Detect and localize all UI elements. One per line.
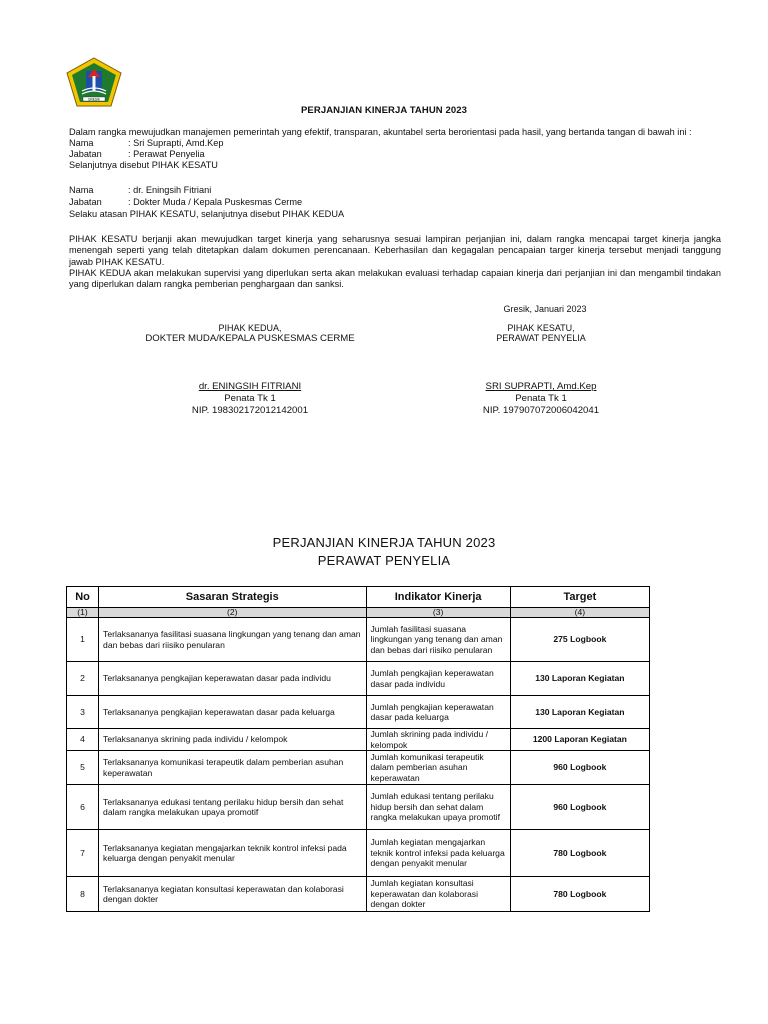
cell-no: 1 [67,618,99,662]
column-number: (4) [510,608,649,618]
first-party-jabatan-row [69,149,205,160]
table-row [67,785,650,830]
cell-target: 960 Logbook [510,785,649,830]
place-date: Gresik, Januari 2023 [503,304,587,314]
cell-indikator: Jumlah kegiatan konsultasi keperawatan dan kolaborasi dengan dokter [366,877,510,912]
cell-sasaran: Terlaksananya fasilitasi suasana lingkungan yang tenang dan aman dan bebas dari riisiko penularan [99,618,366,662]
column-number: (2) [99,608,366,618]
table-row [67,830,650,877]
column-number: (3) [366,608,510,618]
cell-indikator: Jumlah kegiatan mengajarkan teknik kontrol infeksi pada keluarga dengan penyakit menular [366,830,510,877]
second-party-note: Selaku atasan PIHAK KESATU, selanjutnya disebut PIHAK KEDUA [69,209,345,219]
table-row [67,662,650,696]
column-number-row [67,608,650,618]
cell-no: 8 [67,877,99,912]
gresik-emblem-logo [66,57,122,107]
cell-no: 5 [67,751,99,785]
second-party-nama-row [69,185,211,196]
cell-target: 130 Laporan Kegiatan [510,662,649,696]
column-header-indikator: Indikator Kinerja [366,587,510,608]
cell-target: 780 Logbook [510,877,649,912]
cell-target: 960 Logbook [510,751,649,785]
appendix-title: PERJANJIAN KINERJA TAHUN 2023 [272,535,496,550]
nama-value: : dr. Eningsih Fitriani [128,185,212,195]
left-sign-position: DOKTER MUDA/KEPALA PUSKESMAS CERME [145,333,355,344]
nama-label: Nama [69,138,94,148]
cell-sasaran: Terlaksananya pengkajian keperawatan dasar pada keluarga [99,696,366,729]
cell-target: 1200 Laporan Kegiatan [510,729,649,751]
column-header-target: Target [510,587,649,608]
cell-target: 780 Logbook [510,830,649,877]
second-party-jabatan-row [69,197,302,208]
jabatan-label: Jabatan [69,149,102,159]
page-title: PERJANJIAN KINERJA TAHUN 2023 [300,105,468,116]
first-party-nama-row [69,138,224,149]
first-party-note: Selanjutnya disebut PIHAK KESATU [69,160,218,170]
cell-indikator: Jumlah fasilitasi suasana lingkungan yang tenang dan aman dan bebas dari riisiko penularan [366,618,510,662]
cell-indikator: Jumlah edukasi tentang perilaku hidup bersih dan sehat dalam rangka melakukan upaya promotif [366,785,510,830]
paragraph-first: PIHAK KESATU berjanji akan mewujudkan target kinerja yang seharusnya sesuai lampiran perjanjian ini, dalam rangka mencapai target kinerja jangka menengah seperti yang telah ditetapkan dalam dokumen perencanaan. Keberhasilan dan kegagalan pencapaian targer kinerja tersebut menjadi tanggung jawab PIHAK KESATU. [69,234,721,267]
cell-target: 275 Logbook [510,618,649,662]
table-row [67,751,650,785]
cell-no: 6 [67,785,99,830]
left-sign-name: dr. ENINGSIH FITRIANI [198,381,302,392]
column-header-sasaran: Sasaran Strategis [99,587,366,608]
jabatan-label: Jabatan [69,197,102,207]
svg-text:GRESIK: GRESIK [87,97,101,102]
table-header-row [67,587,650,608]
jabatan-value: : Dokter Muda / Kepala Puskesmas Cerme [128,197,303,207]
table-row [67,696,650,729]
cell-target: 130 Laporan Kegiatan [510,696,649,729]
left-sign-nip: NIP. 198302172012142001 [191,405,309,416]
left-sign-role: PIHAK KEDUA, [218,323,282,333]
nama-value: : Sri Suprapti, Amd.Kep [128,138,224,148]
cell-no: 7 [67,830,99,877]
left-sign-rank: Penata Tk 1 [224,393,276,404]
cell-indikator: Jumlah pengkajian keperawatan dasar pada keluarga [366,696,510,729]
performance-table [66,586,650,912]
right-sign-role: PIHAK KESATU, [507,323,575,333]
cell-sasaran: Terlaksananya edukasi tentang perilaku hidup bersih dan sehat dalam rangka melakukan upaya promotif [99,785,366,830]
appendix-subtitle: PERAWAT PENYELIA [317,553,451,568]
cell-sasaran: Terlaksananya komunikasi terapeutik dalam pemberian asuhan keperawatan [99,751,366,785]
cell-sasaran: Terlaksananya kegiatan konsultasi keperawatan dan kolaborasi dengan dokter [99,877,366,912]
intro-text: Dalam rangka mewujudkan manajemen pemerintah yang efektif, transparan, akuntabel serta berorientasi pada hasil, yang bertanda tangan di bawah ini : [69,127,692,137]
cell-sasaran: Terlaksananya kegiatan mengajarkan teknik kontrol infeksi pada keluarga dengan penyakit menular [99,830,366,877]
jabatan-value: : Perawat Penyelia [128,149,205,159]
cell-sasaran: Terlaksananya pengkajian keperawatan dasar pada individu [99,662,366,696]
column-header-no: No [67,587,99,608]
right-sign-rank: Penata Tk 1 [515,393,567,404]
paragraph-second: PIHAK KEDUA akan melakukan supervisi yang diperlukan serta akan melakukan evaluasi terhadap capaian kinerja dari perjanjian ini dan mengambil tindakan yang diperlukan dalam rangka pemberian penghargaan dan sanksi. [69,268,721,290]
nama-label: Nama [69,185,94,195]
column-number: (1) [67,608,99,618]
cell-sasaran: Terlaksananya skrining pada individu / kelompok [99,729,366,751]
cell-indikator: Jumlah komunikasi terapeutik dalam pemberian asuhan keperawatan [366,751,510,785]
right-sign-name: SRI SUPRAPTI, Amd.Kep [485,381,597,392]
table-row [67,618,650,662]
table-row [67,729,650,751]
right-sign-nip: NIP. 197907072006042041 [482,405,600,416]
cell-no: 4 [67,729,99,751]
table-row [67,877,650,912]
cell-indikator: Jumlah pengkajian keperawatan dasar pada individu [366,662,510,696]
cell-no: 3 [67,696,99,729]
cell-no: 2 [67,662,99,696]
cell-indikator: Jumlah skrining pada individu / kelompok [366,729,510,751]
right-sign-position: PERAWAT PENYELIA [496,333,586,343]
